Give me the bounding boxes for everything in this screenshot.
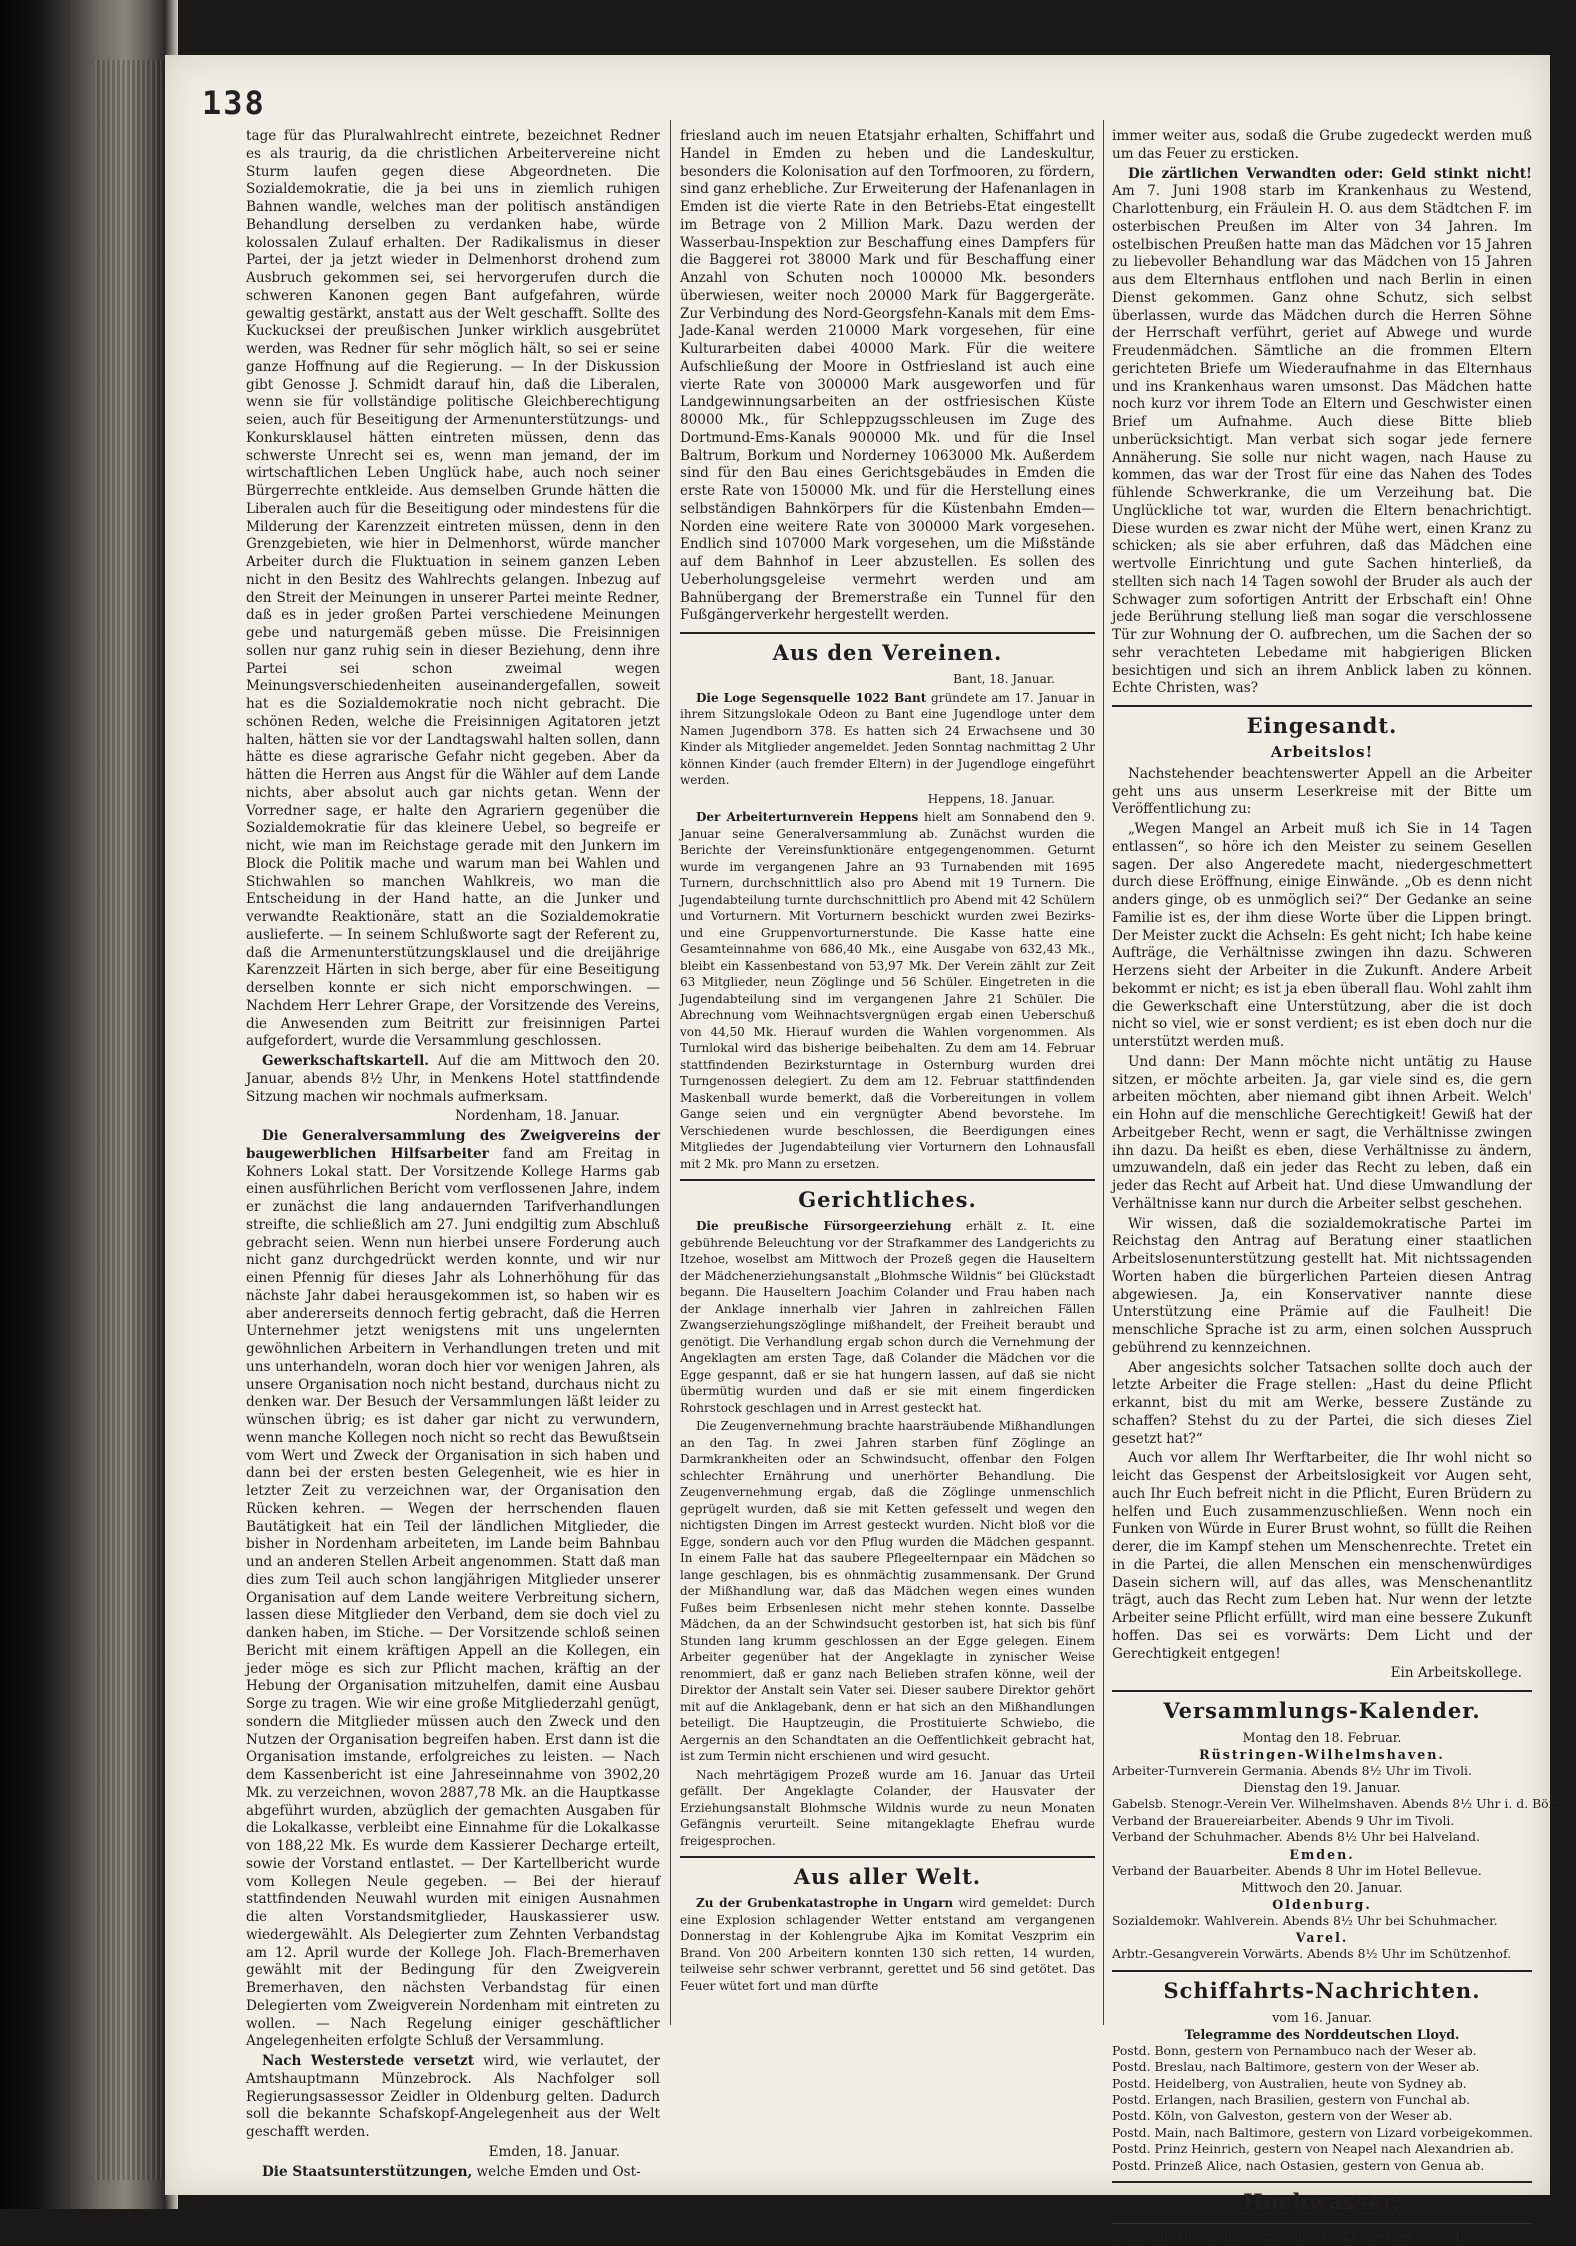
article-paragraph: [680, 809, 1095, 1172]
calendar-entry: Verband der Brauereiarbeiter. Abends 9 Uhr im Tivoli.: [1112, 1812, 1455, 1828]
article-paragraph: [680, 1218, 1095, 1416]
calendar-place: Varel.: [1295, 1930, 1349, 1946]
calendar-day: Montag den 18. Februar.: [1242, 1730, 1402, 1745]
article-paragraph: Auch vor allem Ihr Werftarbeiter, die Ihr wohl nicht so leicht das Gespenst der Arbeitslosigkeit vor Augen seht, auch Ihr Euch befreit nicht in die Pflicht, Euren Brüdern zu helfen und Euch zusammenzuschließen. Wenn noch ein Funken von Würde in Eurer Brust wohnt, so füllt die Reihen derer, die im Kampf stehen um Menschenrechte. Tretet ein in die Partei, die allen Menschen ein menschenwürdiges Dasein sichern will, auf das alles, was Menschenantlitz trägt, auch das Recht zum Leben hat. Nur wenn der letzte Arbeiter seine Pflicht erfüllt, wird man eine bessere Zukunft hoffen. Das sei es vorwärts: Dem Licht und der Gerechtigkeit entgegen!: [1112, 1450, 1532, 1662]
article-paragraph: Nachstehender beachtenswerter Appell an die Arbeiter geht uns aus unserm Leserkreise mit der Bitte um Veröffentlichung zu:: [1112, 765, 1532, 818]
book-binding: [0, 0, 178, 2209]
calendar-entry: Arbeiter-Turnverein Germania. Abends 8½ Uhr im Tivoli.: [1112, 1763, 1472, 1778]
article-paragraph: [1112, 166, 1532, 699]
article-paragraph: tage für das Pluralwahlrecht eintrete, bezeichnet Redner es als traurig, da die christlichen Arbeitervereine nicht Sturm laufen gegen diese Abgeordneten. Die Sozialdemokratie, die ja bei uns in ziemlich ruhigen Bahnen wandle, welches man der politisch anständigen Behandlung derselben zu verdanken habe, würde kolossalen Zulauf erhalten. Der Radikalismus in dieser Partei, der ja jetzt wieder in Delmenhorst drohend zum Ausbruch gekommen sei, sei hervorgerufen durch die schweren Kanonen gegen Bant aufgefahren, würde gewaltig gestärkt, anstatt aus der Welt geschafft. Sollte des Kuckucksei der preußischen Junker wirklich ausgebrütet werden, was Redner für sehr möglich hält, so sei er seine ganze Hoffnung auf die Regierung. — In der Diskussion gibt Genosse J. Schmidt darauf hin, daß die Liberalen, wenn sie für vollständige politische Gleichberechtigung seien, auch für Beseitigung der Armenunterstützungs- und Konkursklausel hätten eintreten müssen, denn das schwerste Unrecht sei es, wenn man jemand, der im wirtschaftlichen Leben Unglück habe, auch noch seiner Bürgerrechte entkleide. Aus demselben Grunde hätten die Liberalen auch für die Beseitigung oder mindestens für die Milderung der Karenzzeit eintreten müssen, denn in den Grenzgebieten, wie hier in Delmenhorst, würde mancher Arbeiter durch die Fluktuation in seinem ganzen Leben nicht in den Besitz des Wahlrechts gelangen. Inbezug auf den Streit der Meinungen in unserer Partei meinte Redner, daß es in jeder großen Partei verschiedene Meinungen gebe und naturgemäß geben müsse. Die Freisinnigen sollen nur ganz ruhig sein in dieser Beziehung, denn ihre Partei sei schon zweimal wegen Meinungsverschiedenheiten auseinandergefallen, soweit hat es die Sozialdemokratie noch nicht gebracht. Die schönen Reden, welche die Freisinnigen Agitatoren jetzt halten, hätten sie vor der Landtagswahl halten sollen, dann hätte es diese agrarische Gefahr nicht gegeben. Aber da hätten die Herren aus Angst für die Wähler auf dem Lande nichts, aber absolut auch gar nichts getan. Wenn der Vorredner sage, er halte den Agrariern gegenüber die Sozialdemokratie für das kleinere Uebel, so begreife er nicht, wie man im Reichstage gerade mit den Junkern im Block die Politik mache und warum man bei Wahlen und Stichwahlen so manchen Wahlkreis, wo man die Entscheidung in der Hand hatte, an die Junker und verwandte Reaktionäre, statt an die Sozialdemokratie auslieferte. — In seinem Schlußworte sagt der Referent zu, daß die Armenunterstützungsklausel und die dreijährige Karenzzeit Härten in sich berge, aber für eine Beseitigung derselben konnte er sich nicht emporschwingen. — Nachdem Herr Lehrer Grape, der Vorsitzende des Vereins, die Anwesenden zum Beitritt zur freisinnigen Partei aufgefordert, wurde die Versammlung geschlossen.: [246, 128, 660, 1050]
calendar-entry: Verband der Bauarbeiter. Abends 8 Uhr im Hotel Bellevue.: [1112, 1862, 1482, 1878]
section-heading: Schiffahrts-Nachrichten.: [1163, 1977, 1481, 2003]
dateline: Emden, 18. Januar.: [488, 2143, 620, 2160]
shipping-list: [1112, 2043, 1532, 2174]
calendar-place: Oldenburg.: [1272, 1897, 1372, 1913]
shipping-entry: Postd. Prinzeß Alice, nach Ostasien, gestern von Genua ab.: [1112, 2157, 1485, 2173]
lead-in: Der Arbeiterturnverein Heppens: [696, 810, 919, 824]
section-heading: Hochwasser.: [1242, 2189, 1402, 2215]
section-rule: [1112, 2181, 1532, 2183]
paragraph-text: Auf die am Mittwoch den 20. Januar, abends 8½ Uhr, in Menkens Hotel stattfindende Sitzung machen wir nochmals aufmerksam.: [246, 1053, 660, 1105]
section-rule: [680, 1179, 1095, 1181]
calendar-entry: Arbtr.-Gesangverein Vorwärts. Abends 8½ Uhr im Schützenhof.: [1112, 1946, 1512, 1962]
shipping-subtitle: Telegramme des Norddeutschen Lloyd.: [1184, 2026, 1460, 2042]
page-edges: [95, 60, 165, 2180]
meeting-calendar: [1112, 1729, 1573, 1963]
section-heading: Gerichtliches.: [798, 1187, 977, 1212]
article-paragraph: [246, 1053, 660, 1106]
calendar-entry: Verband der Schuhmacher. Abends 8½ Uhr bei Halveland.: [1112, 1829, 1480, 1845]
paragraph-text: hielt am Sonnabend den 9. Januar seine Generalversammlung ab. Zunächst wurden die Berichte der Vereinsfunktionäre entgegengenommen. Geturnt wurde im vergangenen Jahre an 93 Turnabenden mit 1695 Turnern, durchschnittlich also pro Abend mit 19 Turnern. Die Jugendabteilung turnte durchschnittlich pro Abend mit 42 Schülern und Vorturnern. Mit Vorturnern beschickt wurden zwei Bezirks- und eine Gruppenvorturnerstunde. Die Kasse hatte eine Gesamteinnahme von 686,40 Mk., eine Ausgabe von 632,43 Mk., bleibt ein Kassenbestand von 53,97 Mk. Der Verein zählt zur Zeit 63 Mitglieder, neun Zöglinge und 56 Schüler. Eingetreten in die Jugendabteilung sind im vergangenen Jahre 21 Schüler. Die Abrechnung vom Weihnachtsvergnügen ergab einen Ueberschuß von 44,50 Mk. Hierauf wurden die Wahlen vorgenommen. Als Turnlokal wird das bisherige beibehalten. Zu dem am 14. Februar stattfindenden Bezirksturntage in Osternburg wurden drei Turngenossen delegiert. Zu dem am 12. Februar stattfindenden Maskenball wurde bemerkt, daß die Vorbereitungen in vollem Gange seien und ein vergnügter Abend bevorstehe. Im Verschiedenen wurde beschlossen, die Beerdigungen eines Mitgliedes der Jugendabteilung vier Vorturnern den Lohnausfall mit 2 Mk. pro Mann zu ersetzen.: [680, 810, 1095, 1171]
article-paragraph: [246, 2053, 660, 2142]
shipping-entry: Postd. Breslau, nach Baltimore, gestern von der Weser ab.: [1112, 2059, 1480, 2075]
column-rule-1: [670, 120, 671, 2025]
paragraph-text: gründete am 17. Januar in ihrem Sitzungslokale Odeon zu Bant eine Jugendloge unter dem Namen Jugendborn 378. Es hatten sich 24 Erwachsene und 30 Kinder als Mitglieder angemeldet. Jeden Sonntag nachmittag 2 Uhr können Kinder (auch fremder Eltern) in der Jugendloge eingeführt werden.: [680, 690, 1095, 787]
article-paragraph: [246, 1128, 660, 2051]
article-paragraph: Und dann: Der Mann möchte nicht untätig zu Hause sitzen, er möchte arbeiten. Ja, gar viele sind es, die gern arbeiten möchten, aber niemand gibt ihnen Arbeit. Welch' ein Hohn auf die menschliche Gerechtigkeit! Gewiß hat der Arbeitgeber Recht, wenn er sagt, die Verhältnisse zwingen ihn dazu. Da heißt es eben, diese Verhältnisse zu ändern, umzuwandeln, daß ein jeder das Recht zu leben, daß ein jeder das Recht auf Arbeit hat. Und diese Umwandlung der Verhältnisse kann nur durch die Arbeiter selbst geschehen.: [1112, 1053, 1532, 1212]
calendar-entry: Gabelsb. Stenogr.-Verein Ver. Wilhelmshaven. Abends 8½ Uhr i. d. Börse.: [1112, 1796, 1573, 1812]
section-subheading: Arbeitslos!: [1270, 743, 1374, 761]
shipping-date: vom 16. Januar.: [1272, 2009, 1372, 2025]
shipping-entry: Postd. Heidelberg, von Australien, heute von Sydney ab.: [1112, 2075, 1467, 2091]
paragraph-text: welche Emden und Ost-: [476, 2163, 641, 2180]
column-2: [680, 128, 1095, 2018]
paragraph-text: fand am Freitag in Kohners Lokal statt. Der Vorsitzende Kollege Harms gab einen ausführlichen Bericht vom verflossenen Jahre, indem er zunächst die lang andauernden Tarifverhandlungen streifte, die schließlich am 27. Juni endgiltig zum Abschluß gebracht seien. Wenn nun hierbei unsere Forderung auch nicht ganz durchgedrückt werden konnte, und wir nur einen Pfennig für dieses Jahr als Lohnerhöhung für das nächste Jahr dabei herausgekommen ist, so haben wir es aber andererseits dennoch fertig gebracht, daß die Herren Unternehmer jetzt wenigstens mit uns ungelernten gewöhnlichen Arbeitern in Verhandlungen treten und mit uns unterhandeln, woran doch hier vor wenigen Jahren, als unsere Organisation noch nicht bestand, durchaus nicht zu denken war. Der Besuch der Versammlungen läßt leider zu wünschen übrig; es ist daher gar nicht zu verwundern, wenn manche Kollegen noch nicht so recht das Bewußtsein vom Wert und Zweck der Organisation in sich haben und dann bei der ersten besten Gelegenheit, wie es hier in letzter Zeit zu verzeichnen war, der Organisation den Rücken kehren. — Wegen der herrschenden flauen Bautätigkeit hat ein Teil der ländlichen Mitglieder, die bisher in Nordenham arbeiteten, im Lande beim Bahnbau und an anderen Stellen Arbeit angenommen. Statt daß man dies zum Teil auch schon langjährigen Mitglieder unserer Organisation auf dem Lande weitere Verbreitung sichern, lassen diese Mitglieder den Verband, dem sie doch viel zu danken haben, im Stiche. — Der Vorsitzende schloß seinen Bericht mit einem kräftigen Appell an die Kollegen, ein jeder möge es sich zur Pflicht machen, kräftig an der Hebung der Organisation mitzuhelfen, damit eine Ausbau Sorge zu tragen. Wie wir eine große Mitgliederzahl genügt, sondern die Mitglieder müssen auch den Zweck und den Nutzen der Organisation begreifen haben. Erst dann ist die Organisation imstande, erfolgreiches zu leisten. — Nach dem Kassenbericht ist eine Jahreseinnahme von 3902,20 Mk. zu verzeichnen, wovon 2887,78 Mk. an die Hauptkasse abgeführt wurden, abzüglich der gemachten Ausgaben für die Lokalkasse, verbleibt eine Einnahme für die Lokalkasse von 188,22 Mk. Es wurde dem Kassierer Decharge erteilt, sowie der Vorstand entlastet. — Der Kartellbericht wurde vom Kollegen Neule gegeben. — Bei der hierauf stattfindenden Neuwahl wurden mit einigen Ausnahmen die alten Vorstandsmitglieder, Hauskassierer usw. wiedergewählt. Als Delegierter zum Zehnten Verbandstag am 12. April wurde der Kollege Joh. Flach-Bremerhaven gewählt mit der Bedingung für den Zweigverein Bremerhaven, den nächsten Verbandstag für einen Delegierten vom Zweigverein Nordenham mit eintreten zu wollen. — Nach Regelung einiger geschäftlicher Angelegenheiten erfolgte Schluß der Versammlung.: [246, 1145, 661, 2050]
shipping-entry: Postd. Köln, von Galveston, gestern von der Weser ab.: [1112, 2108, 1453, 2124]
calendar-day: Dienstag den 19. Januar.: [1243, 1780, 1401, 1796]
shipping-entry: Postd. Main, nach Baltimore, gestern von Lizard vorbeigekommen.: [1112, 2124, 1533, 2140]
section-heading: Eingesandt.: [1246, 713, 1398, 738]
article-paragraph: immer weiter aus, sodaß die Grube zugedeckt werden muß um das Feuer zu ersticken.: [1112, 128, 1532, 162]
calendar-day: Mittwoch den 20. Januar.: [1241, 1880, 1403, 1896]
section-rule: [680, 1856, 1095, 1858]
article-paragraph: Wir wissen, daß die sozialdemokratische Partei im Reichstag den Antrag auf Beratung einer staatlichen Arbeitslosenunterstützung gestellt hat. Mit nichtssagenden Worten haben die bürgerlichen Parteien diesen Antrag abgewiesen. Ja, ein Konservativer nannte diese Unterstützung eine Prämie auf die Faulheit! Die menschliche Sprache ist zu arm, einen solchen Ausspruch gebührend zu kennzeichnen.: [1112, 1215, 1532, 1356]
lead-in: Die zärtlichen Verwandten oder: Geld stinkt nicht!: [1128, 165, 1532, 182]
calendar-place: Emden.: [1289, 1846, 1355, 1862]
lead-in: Nach Westerstede versetzt: [262, 2053, 475, 2069]
section-rule: [1112, 2223, 1532, 2224]
calendar-entry: Sozialdemokr. Wahlverein. Abends 8½ Uhr bei Schuhmacher.: [1112, 1913, 1498, 1929]
tide-times: Dienstag, 19. Januar: vormittags 10.42, nachmittags 11.16: [1112, 2229, 1482, 2245]
dateline: Heppens, 18. Januar.: [927, 791, 1055, 806]
shipping-entry: Postd. Bonn, gestern von Pernambuco nach der Weser ab.: [1112, 2042, 1477, 2058]
article-paragraph: Nach mehrtägigem Prozeß wurde am 16. Januar das Urteil gefällt. Der Angeklagte Colander, der Hausvater der Erziehungsanstalt Blohmsche Wildnis wurde zu neun Monaten Gefängnis verurteilt. Seine mitangeklagte Ehefrau wurde freigesprochen.: [680, 1767, 1095, 1848]
section-rule: [1112, 1690, 1532, 1692]
article-paragraph: [680, 1895, 1095, 1994]
calendar-place: Rüstringen-Wilhelmshaven.: [1199, 1747, 1445, 1762]
lead-in: Die Generalversammlung des Zweigvereins der baugewerblichen Hilfsarbeiter: [246, 1128, 660, 1162]
article-paragraph: Aber angesichts solcher Tatsachen sollte doch auch der letzte Arbeiter die Frage stellen: „Hast du deine Pflicht erkannt, bist du mit am Werke, bessere Zustände zu schaffen? Stehst du zu der Partei, die sich dieses Ziel gesetzt hat?“: [1112, 1359, 1532, 1447]
column-3: [1112, 128, 1573, 2245]
article-paragraph: „Wegen Mangel an Arbeit muß ich Sie in 14 Tagen entlassen“, so höre ich den Meister zu seinem Gesellen sagen. Der also Angeredete macht, niedergeschmettert durch diese Eröffnung, einige Einwände. „Ob es denn nicht anders ginge, ob es unmöglich sei?“ Der Gedanke an seine Familie ist es, der ihm diese Worte über die Lippen bringt. Der Meister zuckt die Achseln: Es geht nicht; Ich habe keine Aufträge, die Verhältnisse zwingen ihn dazu. Schweren Herzens sieht der Arbeiter in die Zukunft. Andere Arbeit bekommt er nicht; es ist ja eben überall flau. Wohl zahlt ihm die Gewerkschaft eine Unterstützung, aber die ist doch nicht so viel, wie er sonst verdient; es ist eben doch nur die unterstützt werden muß.: [1112, 821, 1532, 1050]
lead-in: Zu der Grubenkatastrophe in Ungarn: [696, 1896, 954, 1910]
shipping-entry: Postd. Erlangen, nach Brasilien, gestern von Funchal ab.: [1112, 2092, 1471, 2108]
dateline: Nordenham, 18. Januar.: [455, 1108, 620, 1125]
paragraph-text: erhält z. It. eine gebührende Beleuchtung vor der Strafkammer des Landgerichts zu Itzehoe, woselbst am Mittwoch der Prozeß gegen die Hauseltern der Mädchenerziehungsanstalt „Blohmsche Wildnis“ bei Glückstadt begann. Die Hauseltern Joachim Colander und Frau haben nach der Anklage innerhalb vier Jahren in zahlreichen Fällen Zwangserziehungszöglinge mißhandelt, der Freiheit beraubt und genötigt. Die Verhandlung ergab schon durch die Vernehmung der Angeklagten am ersten Tage, daß Colander die Mädchen vor die Egge gespannt, daß er sie hat hungern lassen, auf daß sie nicht übermütig wurden und daß er sie mit einem fingerdicken Rohrstock geschlagen und in Arrest gesteckt hat.: [680, 1219, 1095, 1415]
page-number: 138: [202, 84, 266, 122]
section-heading: Aus den Vereinen.: [772, 640, 1003, 665]
lead-in: Die Loge Segensquelle 1022 Bant: [696, 690, 927, 705]
lead-in: Die preußische Fürsorgeerziehung: [696, 1219, 952, 1233]
lead-in: Die Staatsunterstützungen,: [262, 2163, 473, 2180]
paragraph-text: wird gemeldet: Durch eine Explosion schlagender Wetter entstand am vergangenen Donnerstag in der Kohlengrube Ajka im Komitat Veszprim ein Brand. Von 200 Arbeitern konnten 130 sich retten, 14 wurden, teilweise sehr schwer verbrannt, gerettet und 56 sind getötet. Das Feuer wütet fort und man dürfte: [680, 1896, 1095, 1993]
column-rule-2: [1103, 120, 1104, 2025]
lead-in: Gewerkschaftskartell.: [262, 1053, 429, 1069]
article-paragraph: [246, 2164, 660, 2182]
section-rule: [1112, 1970, 1532, 1972]
paragraph-text: wird, wie verlautet, der Amtshauptmann Münzebrock. Als Nachfolger soll Regierungsassessor Zeidler in Oldenburg gelten. Dadurch soll die bekannte Schafskopf-Angelegenheit aus der Welt geschafft werden.: [246, 2053, 661, 2140]
paragraph-text: Am 7. Juni 1908 starb im Krankenhaus zu Westend, Charlottenburg, ein Fräulein H. O. aus dem Städtchen F. im osterbischen Preußen im Alter von 34 Jahren. Im ostelbischen Preußen hatte man das Mädchen vor 15 Jahren zu liebevoller Behandlung war das Mädchen von 15 Jahren aus dem Elternhaus entflohen und nach Berlin in einen Dienst gekommen. Ganz ohne Schutz, sich selbst überlassen, wurde das Mädchen durch die Herren Söhne der Herrschaft verführt, geriet auf Abwege und wurde Freudenmädchen. Sämtliche an die frommen Eltern gerichteten Briefe um Wiederaufnahme in das Elternhaus und ins Krankenhaus waren umsonst. Das Mädchen hatte noch kurz vor ihrem Tode an Eltern und Geschwister einen Brief um Aufnahme. Auch diese Bitte blieb unberücksichtigt. Man verbat sich sogar jede fernere Annäherung. Sie solle nur nicht wagen, nach Hause zu kommen, das war der Trost für eine das Nahen des Todes fühlende Schwerkranke, die um Verzeihung bat. Die Unglückliche tot war, wurden die Eltern benachrichtigt. Diese wurden es zwar nicht der Mühe wert, einen Kranz zu schicken; als sie aber erfuhren, daß das Mädchen eine wertvolle Einrichtung und gute Sachen hinterließ, da stellten sich nach 14 Tagen sowohl der Bruder als auch der Schwager zum sofortigen Antritt der Erbschaft ein! Ohne jede Berührung stellung ließ man sogar die verschlossene Tür zur Wohnung der O. aufbrechen, um die Sachen der so sehr verachteten Lebedame mit habgierigen Blicken besichtigen und sich an ihrem Anblick laben zu können. Echte Christen, was?: [1112, 183, 1532, 697]
section-rule: [680, 632, 1095, 634]
shipping-entry: Postd. Prinz Heinrich, gestern von Neapel nach Alexandrien ab.: [1112, 2141, 1514, 2157]
column-1: [246, 128, 661, 2180]
dateline: Bant, 18. Januar.: [953, 672, 1055, 686]
section-rule: [1112, 705, 1532, 707]
section-heading: Versammlungs-Kalender.: [1163, 1698, 1481, 1723]
article-paragraph: Die Zeugenvernehmung brachte haarsträubende Mißhandlungen an den Tag. In zwei Jahren starben fünf Zöglinge an Darmkrankheiten oder an Schwindsucht, offenbar den Folgen schlechter Ernährung und unerhörter Behandlung. Die Zeugenvernehmung ergab, daß die Zöglinge unmenschlich geprügelt wurden, daß sie mit Ketten gefesselt und wegen den nichtigsten Dingen im Arrest gesteckt wurden. Nicht bloß vor die Egge, sondern auch vor den Pflug wurden die Mädchen gespannt. In einem Falle hat das saubere Pflegeelternpaar ein Mädchen so lange geschlagen, bis es ohnmächtig zusammensank. Der Grund der Mißhandlung war, daß das Mädchen wegen eines wunden Fußes beim Erbsenlesen nicht mehr stehen konnte. Dasselbe Mädchen, da an der Schwindsucht gestorben ist, hat sich bis fünf Stunden lang krumm geschlossen an der Egge gelegen. Einem Arbeiter gegenüber hat der Angeklagte in zynischer Weise renommiert, daß er ganz nach Belieben strafen könne, weil der Direktor der Anstalt sein Vater sei. Dieser saubere Direktor gehört mit auf die Anklagebank, denn er hat sich an den Mißhandlungen beteiligt. Die Hauptzeugin, die Prostituierte Schwiebo, die Aergernis an den Schandtaten an die Oeffentlichkeit gebracht hat, ist zum Termin nicht erschienen und wird gesucht.: [680, 1419, 1095, 1763]
article-paragraph: friesland auch im neuen Etatsjahr erhalten, Schiffahrt und Handel in Emden zu heben und die Landeskultur, besonders die Kolonisation auf den Torfmooren, zu fördern, sind ganz erhebliche. Zur Erweiterung der Hafenanlagen in Emden ist die vierte Rate in den Betriebs-Etat eingestellt im Betrage von 2 Million Mark. Dazu werden der Wasserbau-Inspektion zur Beschaffung eines Dampfers für die Baggerei rot 38000 Mark und für Beschaffung einer Anzahl von Schuten noch 100000 Mk. besonders überwiesen, weiter noch 20000 Mark für Baggergeräte. Zur Verbindung des Nord-Georgsfehn-Kanals mit dem Ems-Jade-Kanal werden 210000 Mark vorgesehen, für eine Kulturarbeiten dabei 40000 Mark. Für die weitere Aufschließung der Moore in Ostfriesland ist auch eine vierte Rate von 300000 Mark ausgeworfen und für Landgewinnungsarbeiten an der ostfriesischen Küste 80000 Mk., für Schleppzugsschleusen im Zuge des Dortmund-Ems-Kanals 900000 Mk. und für die Insel Baltrum, Borkum und Norderney 1063000 Mk. Außerdem sind für den Bau eines Gerichtsgebäudes in Emden die erste Rate von 150000 Mk. und für die Herstellung eines selbständigen Bahnkörpers für die Küstenbahn Emden—Norden eine weitere Rate von 300000 Mark vorgesehen. Endlich sind 107000 Mark vorgesehen, um die Mißstände auf dem Bahnhof in Leer abzustellen. Es sollen des Ueberholungsgeleise vermehrt werden und am Bahnübergang der Bremerstraße ein Tunnel für den Fußgängerverkehr hergestellt werden.: [680, 128, 1095, 624]
article-paragraph: [680, 690, 1095, 789]
signature: Ein Arbeitskollege.: [1390, 1665, 1522, 1682]
section-heading: Aus aller Welt.: [793, 1864, 982, 1889]
